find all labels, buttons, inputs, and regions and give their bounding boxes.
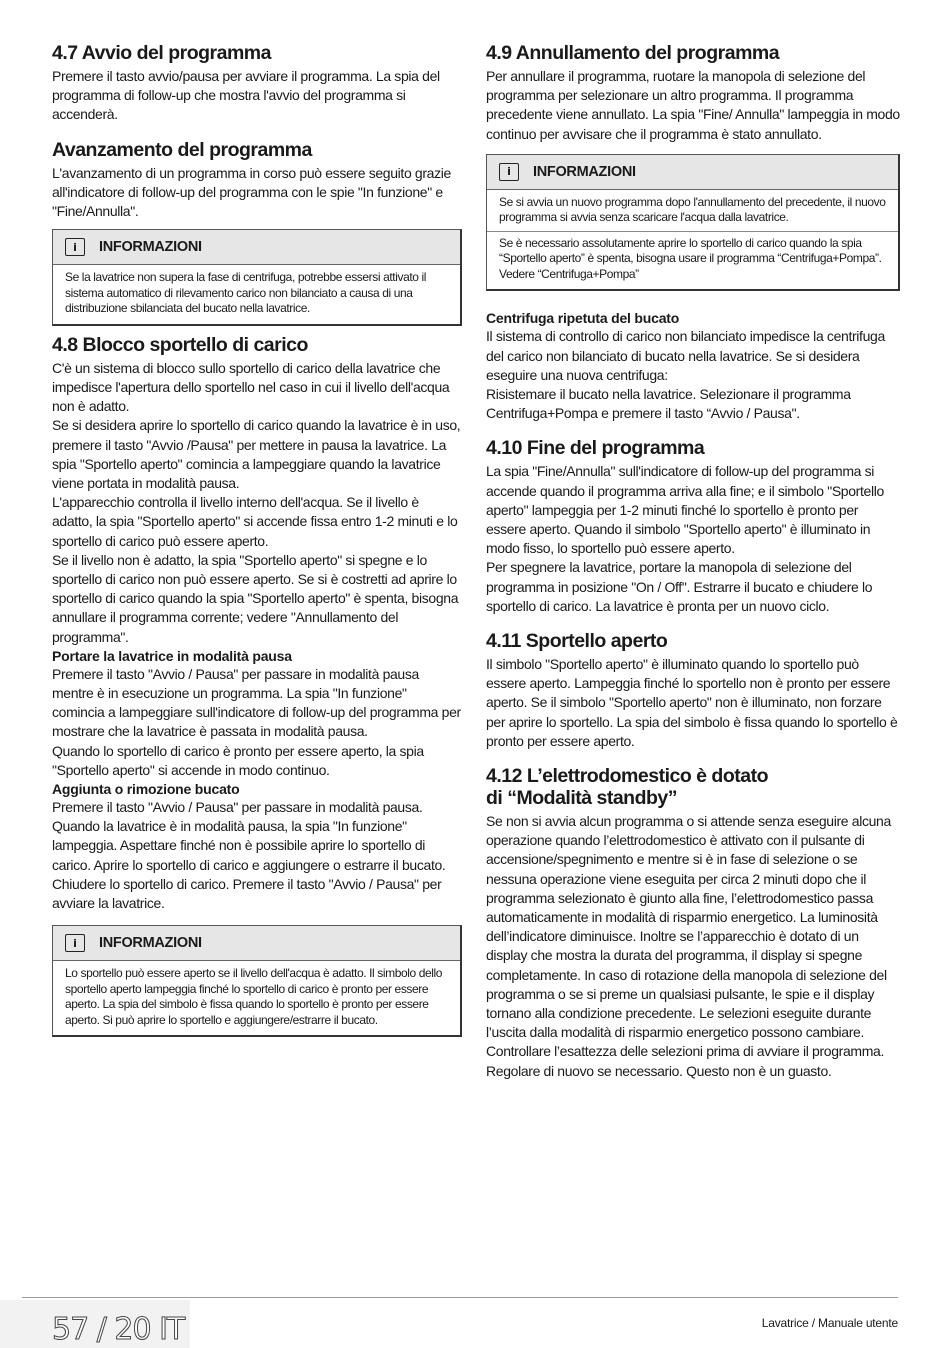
add-remove-text-2: Chiudere lo sportello di carico. Premere il tasto "Avvio / Pausa" per avviare la lavatrice. xyxy=(52,875,442,911)
section-4-8-text-3: L'apparecchio controlla il livello interno dell'acqua. Se il livello è adatto, la spia "Sportello aperto" si accende fissa entro 1-2 minuti e lo sportello di carico può essere aperto. xyxy=(52,494,458,549)
info-box-text-1: Se si avvia un nuovo programma dopo l'annullamento del precedente, il nuovo programma si avvia senza scaricare l'acqua dalla lavatrice. xyxy=(499,194,886,225)
section-4-10-text-1: La spia "Fine/Annulla" sull'indicatore di follow-up del programma si accende quando il programma arriva alla fine; e il simbolo "Sportello aperto" lampeggia per 1-2 minuti finché lo sportello è pronto per essere aperto. Quando il simbolo "Sportello aperto" è illuminato in modo fisso, lo sportello può essere aperto. xyxy=(486,463,884,557)
section-4-10-title: 4.10 Fine del programma xyxy=(486,437,705,460)
section-4-11-text: Il simbolo "Sportello aperto" è illuminato quando lo sportello può essere aperto. Lampeggia finché lo sportello non è pronto per essere aperto. Se il simbolo "Sportello aperto" non è illuminato, non forzare per aprire lo sportello. La spia del simbolo è fissa quando lo sportello è pronto per essere aperto. xyxy=(486,655,898,749)
right-column xyxy=(486,42,900,1081)
section-4-9-title: 4.9 Annullamento del programma xyxy=(486,42,780,64)
info-box-text-2: Se è necessario assolutamente aprire lo sportello di carico quando la spia “Sportello aperto” è spenta, bisogna usare il programma “Centrifuga+Pompa”. Vedere “Centrifuga+Pompa” xyxy=(499,235,882,281)
pause-mode-text-1: Premere il tasto "Avvio / Pausa" per passare in modalità pausa mentre è in esecuzione un programma. La spia "In funzione" comincia a lampeggiare sull'indicatore di follow-up del programma per mostrare che la lavatrice è passata in modalità pausa. xyxy=(52,665,461,740)
section-4-9-text: Per annullare il programma, ruotare la manopola di selezione del programma per selezionare un altro programma. Il programma precedente viene annullato. La spia "Fine/ Annulla" lampeggia in modo continuo per avvisare che il programma è stato annullato. xyxy=(486,68,900,142)
info-box-cancel xyxy=(486,154,900,292)
info-box-header xyxy=(53,926,460,961)
section-4-7-text: Premere il tasto avvio/pausa per avviare il programma. La spia del programma di follow-up che mostra l'avvio del programma si accenderà. xyxy=(52,68,440,123)
section-4-11-title: 4.11 Sportello aperto xyxy=(486,629,668,652)
pause-mode-text-2: Quando lo sportello di carico è pronto per essere aperto, la spia "Sportello aperto" si accende in modo continuo. xyxy=(52,742,424,778)
repeat-spin-text-2: Risistemare il bucato nella lavatrice. Selezionare il programma Centrifuga+Pompa e premere il tasto “Avvio / Pausa". xyxy=(486,385,851,422)
info-box-text: Lo sportello può essere aperto se il livello dell'acqua è adatto. Il simbolo dello sportello aperto lampeggia finché lo sportello di carico è pronto per essere aperto. La spia del simbolo è fissa quando lo sportello è pronto per essere aperto. Si può aprire lo sportello e aggiungere/estrarre il bucato. xyxy=(65,966,443,1027)
info-icon: i xyxy=(65,934,85,952)
info-box-title: INFORMAZIONI xyxy=(533,163,636,180)
section-4-8-text-1: C'è un sistema di blocco sullo sportello di carico della lavatrice che impedisce l'apertura dello sportello nel caso in cui il livello dell'acqua non è adatto. xyxy=(52,359,450,415)
info-box-header xyxy=(53,230,460,265)
footer-divider xyxy=(22,1297,898,1298)
info-box-door xyxy=(52,925,462,1037)
info-box-header xyxy=(487,155,898,190)
progress-text: L'avanzamento di un programma in corso può essere seguito grazie all'indicatore di follow-up del programma con le spie "In funzione" e "Fine/Annulla". xyxy=(52,164,451,220)
section-4-7-title: 4.7 Avvio del programma xyxy=(52,42,271,64)
left-column xyxy=(52,42,462,1045)
section-4-8-text-4: Se il livello non è adatto, la spia "Sportello aperto" si spegne e lo sportello di carico non può essere aperto. Se si è costretti ad aprire lo sportello di carico quando la spia "Sportello aperto" è spenta, bisogna annullare il programma corrente; vedere "Annullamento del programma". xyxy=(52,551,459,645)
section-4-12-text: Se non si avvia alcun programma o si attende senza eseguire alcuna operazione quando l’elettrodomestico è attivato con il pulsante di accensione/spegnimento e mentre si è in fase di selezione o se nessuna operazione viene eseguita per circa 2 minuti dopo che il programma selezionato è giunto alla fine, l’elettrodomestico passa automaticamente in modalità di risparmio energetico. La luminosità dell’indicatore diminuisce. Inoltre se l’apparecchio è dotato di un display che mostra la durata del programma, il display si spegne completamente. In caso di rotazione della manopola di selezione del programma o se si preme un qualsiasi pulsante, le spie e il display tornano alla condizione precedente. Le selezioni eseguite durante l’uscita dalla modalità di risparmio energetico possono cambiare. Controllare l’esattezza delle selezioni prima di avviare il programma. Regolare di nuovo se necessario. Questo non è un guasto. xyxy=(486,812,891,1079)
info-box-title: INFORMAZIONI xyxy=(99,239,202,256)
info-box-title: INFORMAZIONI xyxy=(99,935,202,952)
footer-document-title: Lavatrice / Manuale utente xyxy=(761,1316,898,1330)
section-4-12-title-line-2: di “Modalità standby” xyxy=(486,786,678,809)
info-icon: i xyxy=(499,163,519,181)
page-number: 57 / 20 IT xyxy=(52,1312,185,1347)
add-remove-text-1: Premere il tasto "Avvio / Pausa" per passare in modalità pausa. Quando la lavatrice è in modalità pausa, la spia "In funzione" lampeggia. Aspettare finché non è possibile aprire lo sportello di carico. Aprire lo sportello di carico e aggiungere o estrarre il bucato. xyxy=(52,798,446,873)
info-box-text: Se la lavatrice non supera la fase di centrifuga, potrebbe essersi attivato il sistema automatico di rilevamento carico non bilanciato a causa di una distribuzione sbilanciata del bucato nella lavatrice. xyxy=(65,270,427,316)
info-box-unbalanced xyxy=(52,229,462,326)
section-4-12-title-line-1: 4.12 L’elettrodomestico è dotato xyxy=(486,764,768,787)
section-4-8-title: 4.8 Blocco sportello di carico xyxy=(52,333,308,356)
pause-mode-title: Portare la lavatrice in modalità pausa xyxy=(52,647,292,664)
repeat-spin-title: Centrifuga ripetuta del bucato xyxy=(486,310,680,327)
progress-title: Avanzamento del programma xyxy=(52,138,312,161)
add-remove-title: Aggiunta o rimozione bucato xyxy=(52,780,240,797)
info-icon: i xyxy=(65,238,85,256)
section-4-8-text-2: Se si desidera aprire lo sportello di carico quando la lavatrice è in uso, premere il tasto "Avvio /Pausa" per mettere in pausa la lavatrice. La spia "Sportello aperto" comincia a lampeggiare quando la lavatrice viene portata in modalità pausa. xyxy=(52,417,461,491)
section-4-10-text-2: Per spegnere la lavatrice, portare la manopola di selezione del programma in posizione "On / Off". Estrarre il bucato e chiudere lo sportello di carico. La lavatrice è pronta per un nuovo ciclo. xyxy=(486,559,873,614)
repeat-spin-text-1: Il sistema di controllo di carico non bilanciato impedisce la centrifuga del carico non bilanciato di bucato nella lavatrice. Se si desidera eseguire una nuova centrifuga: xyxy=(486,328,885,383)
